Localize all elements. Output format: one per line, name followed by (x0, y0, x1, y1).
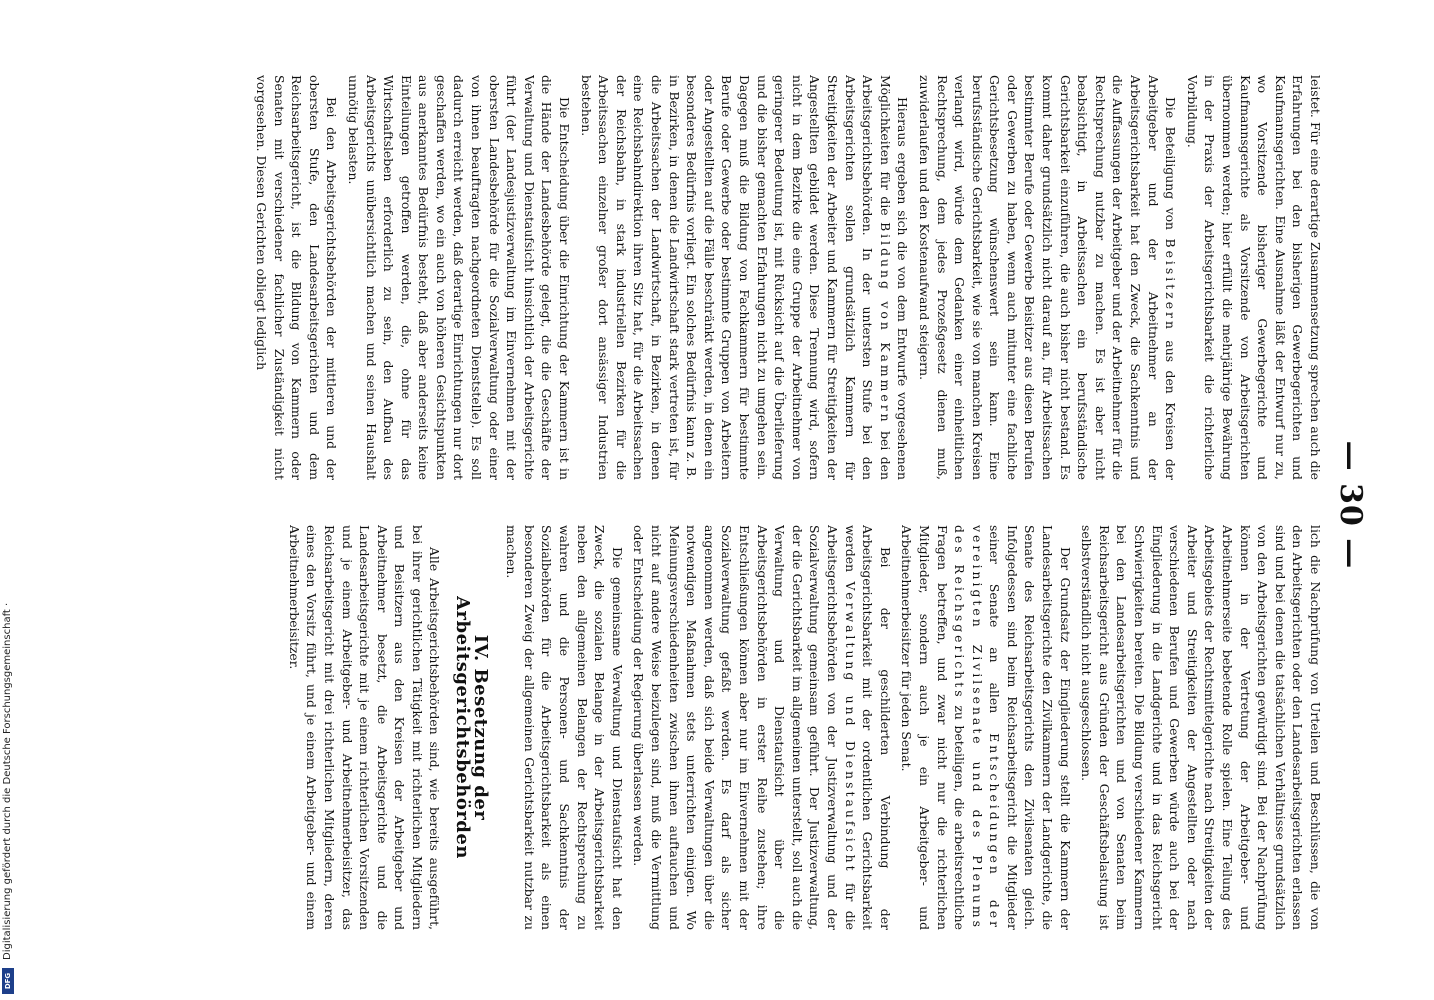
paragraph: leistet. Für eine derartige Zusammensetzung sprechen auch die Erfahrungen bei den bisherigen Gewerbegerichten und Kaufmannsgerichten. Eine Ausnahme läßt der Entwurf nur zu, wo Vorsitzende bisheriger Gewerbegerichte und Kaufmannsgerichte als Vorsitzende von Arbeitsgerichten übernommen werden; hier erfüllt die mehrjährige Bewährung in der Praxis der Arbeitsgerichtsbarkeit die richterliche Vorbildung. (1184, 75, 1323, 480)
paragraph: Die Entscheidung über die Einrichtung der Kammern ist in die Hände der Landesbehörde gelegt, die die Geschäfte der Verwaltung und Dienstaufsicht hinsichtlich der Arbeitsgerichte führt (der Landesjustizverwaltung im Einvernehmen mit der obersten Landesbehörde für die Sozialverwaltung oder einer von ihnen beauftragten nachgeordneten Dienststelle). Es soll dadurch erreicht werden, daß derartige Einrichtungen nur dort geschaffen werden, wo ein auch von höheren Gesichtspunkten aus anerkanntes Bedürfnis besteht, daß aber anderseits keine Einteilungen getroffen werden, die, ohne für das Wirtschaftsleben erforderlich zu sein, den Aufbau des Arbeitsgerichts unübersichtlich machen und seinen Haushalt unnötig belasten. (345, 75, 573, 480)
text-run: Hieraus ergeben sich die von dem Entwurfe vorgesehenen Möglichkeiten für die (877, 75, 911, 480)
paragraph: Bei den Arbeitsgerichtsbehörden der mittleren und der obersten Stufe, den Landesarbeitsgerichten und dem Reichsarbeitsgericht, ist die Bildung von Kammern oder Senaten mit verschiedener fachlicher Zuständigkeit nicht vorgesehen. Diesen Gerichten obliegt lediglich (253, 75, 340, 480)
digitization-footer (0, 0, 16, 1000)
scanned-page (170, 75, 1370, 935)
spaced-term: Beisitzern (1163, 238, 1179, 332)
text-run: für die Arbeitsgerichtsbehörden von der Justizverwaltung und der Sozialverwaltung gemeinsam geführt. Der Justizverwaltung, der die Gerichtsbarkeit im allgemeinen unterstellt, soll auch die Verwaltung und Dienstaufsicht über die Arbeitsgerichtsbehörden in erster Reihe zustehen; ihre Entschließungen können aber nur im Einvernehmen mit der Sozialverwaltung gefaßt werden. Es darf als sicher angenommen werden, daß sich beide Verwaltungen über die notwendigen Maßnahmen stets unterrichten einigen. Wo Meinungsverschiedenheiten zwischen ihnen auftauchen und nicht auf andere Weise beizulegen sind, muß die Vermittlung oder Entscheidung der Regierung überlassen werden. (631, 525, 858, 930)
spaced-term: Entscheidungen der vereinigten Zivilsenate und des Plenums des Reichsgerichts (952, 525, 1003, 930)
text-run: Bei der geschilderten Verbindung der Arbeitsgerichtsbarkeit mit der ordentlichen Gerichtsbarkeit werden (842, 525, 893, 930)
paragraph: Die gemeinsame Verwaltung und Dienstaufsicht hat den Zweck, die sozialen Belange in der Arbeitsgerichtsbarkeit neben den allgemeinen Belangen der Rechtsprechung zu wahren und die Personen- und Sachkenntnis der Sozialbehörden für die Arbeitsgerichtsbarkeit als einen besonderen Zweig der allgemeinen Gerichtsbarkeit nutzbar zu machen. (504, 525, 625, 930)
text-run: aus den Kreisen der Arbeitgeber und der Arbeitnehmer an der Arbeitsgerichtsbarkeit hat den Zweck, die Sachkenntnis und die Auffassungen der Arbeitgeber und der Arbeitnehmer für die Rechtsprechung nutzbar zu machen. Es ist aber nicht beabsichtigt, in Arbeitssachen ein berufsständische Gerichtsbarkeit einzuführen, die auch bisher nicht bestand. Es kommt daher grundsätzlich nicht darauf an, für Arbeitssachen bestimmter Berufe oder Gewerbe Beisitzer aus diesen Berufen oder Gewerben zu haben, wenn auch mitunter eine fachliche Gerichtsbesetzung wünschenswert sein kann. Eine berufsständische Gerichtsbarkeit, wie sie von manchen Kreisen verlangt wird, würde dem Gedanken einer einheitlichen Rechtsprechung, dem jedes Prozeßgesetz dienen muß, zuwiderlaufen und den Kostenaufwand steigern. (916, 75, 1179, 480)
paragraph (577, 75, 911, 480)
dfg-logo (2, 968, 14, 994)
page-number: — 30 — (1333, 440, 1368, 570)
dfg-logo-text: DFG (4, 972, 12, 990)
text-run: zu beteiligen, die arbeitsrechtliche Fragen betreffen, und zwar nicht nur die richterlichen Mitglieder, sondern auch je ein Arbeitgeber- und Arbeitnehmerbeisitzer für jeden Senat. (899, 525, 968, 930)
paragraph: lich die Nachprüfung von Urteilen und Beschlüssen, die von den Arbeitsgerichten oder den Landesarbeitsgerichten erlassen sind und bei denen die tatsächlichen Verhältnisse grundsätzlich von den Arbeitsgerichten gewürdigt sind. Bei der Nachprüfung können in der Vertretung der Arbeitgeber- und Arbeitnehmerseite bebetende Rolle spielen. Eine Teilung des Arbeitsgebiets der Rechtsmittelgerichte nach Streitigkeiten der Arbeiter und Streitigkeiten der Angestellten oder nach verschiedenen Berufen und Gewerben würde auch bei der Eingliederung in die Landgerichte und in das Reichsgericht Schwierigkeiten bereiten. Die Bildung verschiedener Kammern bei den Landesarbeitsgerichten und von Senaten beim Reichsarbeitsgericht aus Gründen der Geschäftsbelastung ist selbstverständlich nicht ausgeschlossen. (1079, 525, 1323, 930)
spaced-term: Bildung von Kammern (877, 222, 893, 425)
right-text-column (174, 525, 1324, 930)
spaced-term: Verwaltung und Dienstaufsicht (842, 581, 858, 874)
section-heading: IV. Besetzung der Arbeitsgerichtsbehörden (452, 596, 491, 859)
left-text-column (174, 75, 1324, 480)
paragraph: Alle Arbeitsgerichtsbehörden sind, wie bereits ausgeführt, bei ihrer gerichtlichen Tätigkeit mit richterlichen Mitgliedern und Beisitzern aus den Kreisen der Arbeitgeber und Arbeitnehmer besetzt, die Arbeitsgerichte und die Landesarbeitsgerichte mit je einem richterlichen Vorsitzenden und je einem Arbeitgeber- und Arbeitnehmerbeisitzer, das Reichsarbeitsgericht mit drei richterlichen Mitgliedern, deren eines den Vorsitz führt, und je einem Arbeitgeber- und einem Arbeitnehmerbeisitzer. (286, 525, 443, 930)
paragraph (630, 525, 894, 930)
paragraph (915, 75, 1179, 480)
funding-credit: Digitalisierung gefördert durch die Deutsche Forschungsgemeinschaft · (2, 602, 13, 960)
paragraph (898, 525, 1074, 930)
text-run: Die Beteiligung von (1163, 97, 1179, 239)
rotated-page-content (170, 75, 1370, 935)
text-run: Der Grundsatz der Eingliederung stellt die Kammern der Landesarbeitsgerichte den Zivilkammern der Landgerichte, die Senate des Reichsarbeitsgerichts den Zivilsenaten gleich. Infolgedessen sind beim Reichsarbeitsgericht die Mitglieder seiner Senate an allen (987, 525, 1073, 930)
text-run: bei den Arbeitsgerichtsbehörden. In der untersten Stufe bei den Arbeitsgerichten sollen grundsätzlich Kammern für Streitigkeiten der Arbeiter und Kammern für Streitigkeiten der Angestellten gebildet werden. Diese Trennung wird, sofern nicht in dem Bezirke die eine Gruppe der Arbeitnehmer von geringerer Bedeutung ist, mit Rücksicht auf die Überlieferung und die bisher gemachten Erfahrungen nicht zu umgehen sein. Dagegen muß die Bildung von Fachkammern für bestimmte Berufe oder Gewerbe oder bestimmte Gruppen von Arbeitern oder Angestellten auf die Fälle beschränkt werden, in denen ein besonderes Bedürfnis vorliegt. Ein solches Bedürfnis kann z. B. in Bezirken, in denen die Landwirtschaft stark vertreten ist, für die Arbeitssachen der Landwirtschaft, in Bezirken, in denen eine Reichsbahndirektion ihren Sitz hat, für die Arbeitssachen der Reichsbahn, in stark industriellen Bezirken für die Arbeitssachen einzelner großer dort ansässiger Industrien bestehen. (578, 75, 893, 480)
